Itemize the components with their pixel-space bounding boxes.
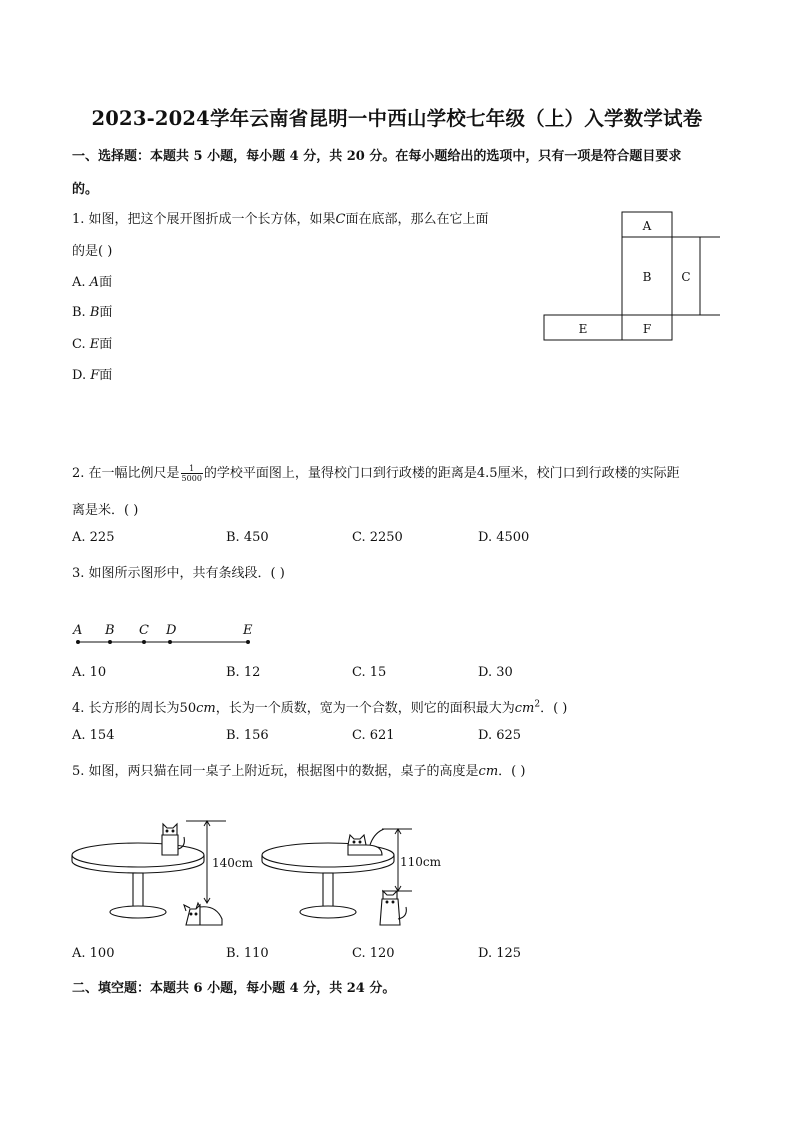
q4-area-unit: cm	[514, 701, 535, 716]
q2-stem-part-b: 的学校平面图上，量得校门口到行政楼的距离是4.5厘米，校门口到行政楼的实际距	[203, 466, 680, 481]
option-suffix: 面	[99, 337, 113, 352]
q4-unit: cm	[196, 701, 216, 716]
q3-option-b[interactable]: B. 12	[226, 665, 261, 680]
option-var: F	[90, 368, 100, 383]
q1-option-b[interactable]	[72, 301, 112, 320]
q5-unit: cm	[478, 764, 499, 779]
fraction-denominator: 5000	[181, 474, 202, 483]
option-var: E	[89, 337, 100, 352]
point-e-label: E	[243, 623, 253, 638]
tables-and-cats-figure	[66, 815, 446, 935]
q5-option-c[interactable]: C. 120	[352, 946, 395, 961]
scale-fraction	[181, 464, 203, 483]
q4-perimeter: 50	[179, 701, 197, 716]
q1-stem-part-b: 面在底部，那么在它上面	[345, 212, 489, 227]
point-c-label: C	[139, 623, 149, 638]
q1-stem-part-a: 1. 如图，把这个展开图折成一个长方体，如果	[72, 212, 336, 227]
q2-stem-line2: 离是米．( )	[72, 503, 139, 518]
option-label: A.	[72, 275, 86, 290]
cat-icon	[348, 829, 384, 855]
net-label-f: F	[642, 322, 652, 336]
option-var: B	[89, 305, 100, 320]
fraction-numerator: 1	[181, 464, 203, 474]
line-segment-figure	[70, 620, 260, 650]
option-label: C.	[72, 337, 86, 352]
q1-option-a[interactable]	[72, 271, 112, 290]
point-b-dot	[108, 640, 112, 644]
option-suffix: 面	[99, 305, 113, 320]
q2-option-c[interactable]: C. 2250	[352, 530, 403, 545]
q2-stem-part-a: 2. 在一幅比例尺是	[72, 466, 180, 481]
q5-stem-part-b: ．( )	[498, 764, 526, 779]
right-height-label: 110cm	[400, 855, 442, 869]
q4-option-b[interactable]: B. 156	[226, 728, 269, 743]
q3-option-a[interactable]: A. 10	[72, 665, 107, 680]
point-c-dot	[142, 640, 146, 644]
point-b-label: B	[105, 623, 115, 638]
option-suffix: 面	[99, 275, 113, 290]
section1-heading-line1: 一、选择题：本题共 5 小题，每小题 4 分，共 20 分。在每小题给出的选项中，只有一项是符合题目要求	[72, 149, 682, 164]
q2-stem-line1	[72, 462, 680, 483]
q5-stem	[72, 760, 525, 779]
section2-heading: 二、填空题：本题共 6 小题，每小题 4 分，共 24 分。	[72, 981, 396, 996]
q4-option-c[interactable]: C. 621	[352, 728, 395, 743]
q4-stem-part-c: ．( )	[540, 701, 568, 716]
q1-option-c[interactable]	[72, 333, 112, 352]
q3-stem: 3. 如图所示图形中，共有条线段．( )	[72, 566, 285, 581]
point-d-label: D	[166, 623, 177, 638]
q4-stem-part-b: ，长为一个质数，宽为一个合数，则它的面积最大为	[215, 701, 515, 716]
option-suffix: 面	[99, 368, 113, 383]
q2-option-a[interactable]: A. 225	[72, 530, 115, 545]
q1-option-d[interactable]	[72, 364, 112, 383]
q3-option-d[interactable]: D. 30	[478, 665, 513, 680]
q4-option-a[interactable]: A. 154	[72, 728, 115, 743]
q5-option-b[interactable]: B. 110	[226, 946, 269, 961]
point-d-dot	[168, 640, 172, 644]
cuboid-net-figure	[540, 209, 725, 344]
net-label-e: E	[578, 322, 588, 336]
q5-stem-part-a: 5. 如图，两只猫在同一桌子上附近玩，根据图中的数据，桌子的高度是	[72, 764, 479, 779]
net-label-a: A	[642, 219, 652, 233]
net-face-extra	[700, 237, 720, 315]
point-e-dot	[246, 640, 250, 644]
point-a-dot	[76, 640, 80, 644]
q4-stem	[72, 697, 567, 716]
q5-option-d[interactable]: D. 125	[478, 946, 522, 961]
option-label: B.	[72, 305, 86, 320]
point-a-label: A	[73, 623, 83, 638]
q2-option-b[interactable]: B. 450	[226, 530, 269, 545]
q4-option-d[interactable]: D. 625	[478, 728, 522, 743]
cat-icon	[380, 891, 406, 925]
net-label-b: B	[642, 270, 652, 284]
page-title: 2023-2024学年云南省昆明一中西山学校七年级（上）入学数学试卷	[91, 107, 703, 130]
q1-stem-var: C	[335, 212, 346, 227]
q1-stem-line2: 的是( )	[72, 244, 113, 259]
net-label-c: C	[681, 270, 691, 284]
q4-stem-part-a: 4. 长方形的周长为	[72, 701, 180, 716]
q3-option-c[interactable]: C. 15	[352, 665, 387, 680]
option-var: A	[89, 275, 100, 290]
q5-option-a[interactable]: A. 100	[72, 946, 115, 961]
q4-exponent: 2	[534, 699, 541, 710]
q1-stem-line1	[72, 208, 489, 227]
q2-option-d[interactable]: D. 4500	[478, 530, 530, 545]
left-height-label: 140cm	[212, 856, 254, 870]
section1-heading-line2: 的。	[72, 182, 99, 197]
cat-icon	[184, 903, 222, 925]
option-label: D.	[72, 368, 87, 383]
